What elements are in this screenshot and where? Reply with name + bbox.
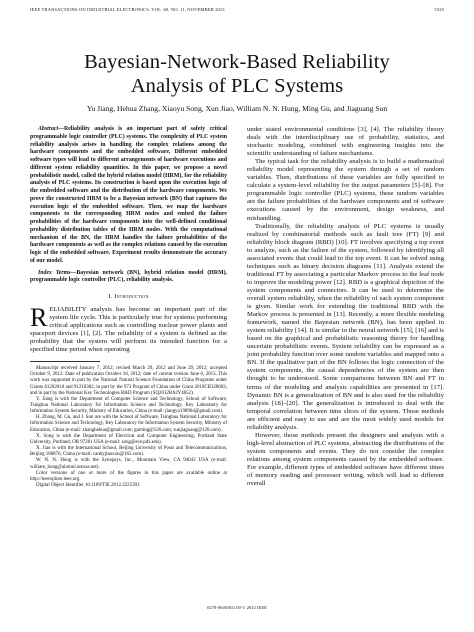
journal-name: IEEE TRANSACTIONS ON INDUSTRIAL ELECTRONICS, VOL. 60, NO. 11, NOVEMBER 2013 — [30, 7, 225, 12]
footnote-affiliation-zhang: H. Zhang, M. Gu, and J. Sun are with the School of Software, Tsinghua National Laboratory for Information Science and Technology, Key Laboratory for Information System Security, Ministry of Education, China (e-mail: zhanghehua@gmail.com; guming@126.com; sunjiaguang@126.com). — [30, 415, 227, 433]
body-paragraph: However, those methods present the designers and analysts with a high-level abstraction of PLC systems, abstracting the distributions of the system components and events. They do not consider the complex relations among system components caused by the embedded software. For example, different types of embedded software have different times of memory reading and processor writing, which will lead to different overall — [247, 431, 444, 488]
drop-cap: R — [30, 302, 48, 332]
paper-title-line-2: Analysis of PLC Systems — [130, 75, 344, 97]
footnote-affiliation-song: X. Song is with the Department of Electrical and Computer Engineering, Portland State University, Portland, OR 97201 USA (e-mail: song@ece.pdx.edu). — [30, 433, 227, 445]
footnote-manuscript: Manuscript received January 7, 2012; revised March 29, 2012 and June 29, 2012; accepted October 9, 2012. Date of publication October 18, 2012; date of current version June 6, 2013. This work was supported in part by the National Natural Science Foundation of China Programs under Grants 61202010 and 91218302, in part by the 973 Program of China under Grant 2010CB328003, and in part by the National Key Technologies R&D Program (SQ2012BAJY4052). — [30, 366, 227, 396]
right-column — [247, 126, 444, 488]
footnote-affiliation-jiao: X. Jiao is with the International School, Beijing University of Posts and Telecommunications, Beijing 100876, China (e-mail: canbyjiaoxun@163.com). — [30, 446, 227, 458]
index-terms — [30, 270, 227, 286]
introduction-paragraph — [30, 302, 227, 354]
page-number: 5325 — [434, 7, 444, 12]
introduction-text: ELIABILITY analysis has become an important part of the system life cycle. This is particularly true for systems performing critical applications such as controlling nuclear power plants and spaceport devices [1], [2]. The reliability of a system is defined as the probability that the system will perform its intended function for a specified time period when operating — [30, 305, 227, 354]
abstract-lead: Abstract — [38, 126, 59, 132]
footnote-affiliation-jiang: Y. Jiang is with the Department of Computer Science and Technology, School of Software, Tsinghua National Laboratory for Information Science and Technology, Key Laboratory for Information System Security, Ministry of Education, China (e-mail: jiangyu198964@gmail.com). — [30, 396, 227, 415]
index-terms-lead: Index Terms — [38, 269, 71, 276]
title-block — [40, 50, 434, 114]
running-header — [30, 7, 444, 19]
section-heading: I. Introduction — [108, 293, 149, 300]
paper-title-line-1: Bayesian-Network-Based Reliability — [84, 51, 390, 73]
footnote-affiliation-hung: W. N. N. Hung is with the Synopsys, Inc., Mountain View, CA 94043 USA (e-mail: william_hung@alumni.utexas.net). — [30, 458, 227, 470]
index-terms-text: —Bayesian network (BN), hybrid relation model (HRM), programmable logic controller (PLC), reliability analysis. — [30, 269, 227, 284]
abstract — [30, 126, 227, 266]
body-paragraph: The typical task for the reliability analysis is to build a mathematical reliability model representing the system through a set of random variables. Then, distributions of these variables are fully specified to calculate a system-level reliability for the output parameters [5]–[8]. For programmable logic controller (PLC) systems, these random variables are the failure probabilities of the hardware components and of software executions caused by the environment, design weakness, and mishandling. — [247, 158, 444, 222]
footnote-color-versions: Color versions of one or more of the figures in this paper are available online at http://ieeexplore.ieee.org. — [30, 470, 227, 482]
body-paragraph: under stated environmental conditions [3], [4]. The reliability theory deals with the interdisciplinary use of probability, statistics, and stochastic modeling, combined with engineering insights into the scientific understanding of failure mechanisms. — [247, 126, 444, 158]
author-list: Yu Jiang, Hehua Zhang, Xiaoyu Song, Xun Jiao, William N. N. Hung, Ming Gu, and Jiaguang Sun — [86, 104, 388, 113]
copyright-footer: 0278-0046/$31.00 © 2012 IEEE — [207, 605, 267, 610]
abstract-text: —Reliability analysis is an important part of safety critical programmable logic controller (PLC) systems. The complexity of PLC system reliability analysis arises in handling the complex relations among the hardware components and the embedded software. Different embedded software types will lead to different arrangements of hardware executions and different system reliability quantities. In this paper, we propose a novel probabilistic model, called the hybrid relation model (HRM), for the reliability analysis of PLC systems. Its construction is based upon the execution logic of the embedded software and the distribution of the hardware components. We prove the constructed HRM to be a Bayesian network (BN) that captures the execution logic of the embedded software. Then, we map the hardware components to the corresponding HRM nodes and embed the failure probabilities of the hardware components into the well-defined conditional probability distribution tables of the HRM nodes. With the computational mechanism of the BN, the HRM handles the failure probabilities of the hardware components as well as the complex relations caused by the execution logic of the embedded software. Experiment results demonstrate the accuracy of our model. — [30, 126, 227, 264]
footnotes — [30, 366, 227, 489]
left-column — [30, 126, 227, 489]
footnote-divider — [30, 361, 100, 362]
body-paragraph: Traditionally, the reliability analysis of PLC systems is usually realized by combinatorial methods such as fault tree (FT) [9] and reliability block diagram (RBD) [10]. FT involves specifying a top event to analyze, such as the failure of the system, followed by identifying all associated events that could lead to the top event. It can be solved using techniques such as binary decision diagrams [11]. Analysts extend the traditional FT by associating a particular Markov process to the leaf node to improve the modeling power [12]. RBD is a graphical depiction of the system components and connectors. It can be used to determine the overall system reliability, when the reliability of each system component is given. Similar work for extending the traditional RBD with the Markov process is presented in [13]. Recently, a more flexible modeling framework, named the Bayesian network (BN), has been applied in system reliability [14]. It is similar to the neural network [15], [16] and is based on the graphical and probabilistic reasoning theory for handling uncertain probabilistic events. System reliability can be expressed as a joint probability function over some random variables and mapped onto a BN. If the qualitative part of the BN follows the logic connection of the system components, the causal dependencies of the system are then thought to be understood. Some comparisons between BN and FT in terms of the modeling and analysis capabilities are presented in [17]. Dynamic BN is a generalization of BN and is also used for the reliability analysis [18]–[20]. The generalization is introduced to deal with the temporal correlation between time slices of the system. Those methods are efficient and easy to use and are the most widely used models for reliability analysis. — [247, 222, 444, 431]
footnote-doi: Digital Object Identifier 10.1109/TIE.2012.2225393 — [36, 483, 140, 489]
